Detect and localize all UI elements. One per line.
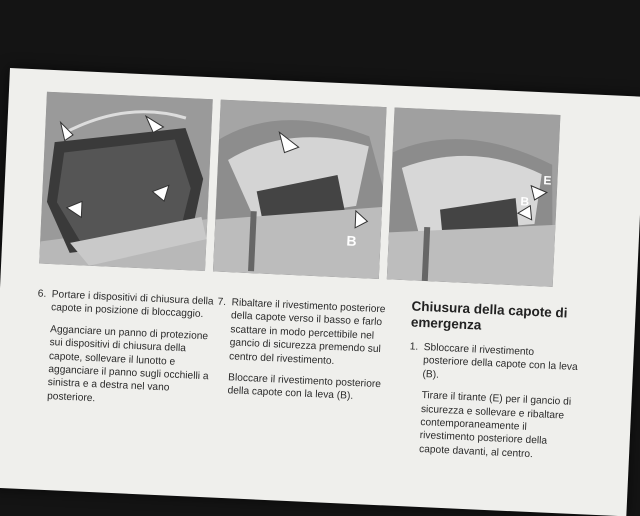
column-step-7 <box>217 296 402 413</box>
column-step-6 <box>37 288 219 419</box>
step-6-detail: Agganciare un panno di protezione sui dispositivi di chiusura della capote, sollevare il lunotto e agganciare il panno sugli occhielli a sinistra e a destra nel vano posteriore. <box>46 323 209 405</box>
figure-rear-cover-fold <box>213 100 387 279</box>
figure-rear-cover-cloth <box>39 92 213 271</box>
step-7-detail: Bloccare il rivestimento posteriore della capote con la leva (B). <box>227 372 382 403</box>
step-number: 1. <box>409 341 419 353</box>
figure-3-drawing <box>387 107 561 286</box>
figure-2-label-b: B <box>346 232 358 249</box>
step-6-text: Portare i dispositivi di chiusura della capote in posizione di bloccaggio. <box>50 289 214 321</box>
emergency-step-1-detail: Tirare il tirante (E) per il gancio di sicurezza e sollevare e ribaltare contemporaneamente il rivestimento posteriore della capote davanti, al centro. <box>418 390 572 460</box>
step-number: 7. <box>217 296 227 309</box>
figure-1-drawing <box>39 92 213 271</box>
figure-emergency-close <box>387 107 561 286</box>
column-emergency <box>404 298 581 471</box>
figure-2-drawing <box>213 100 387 279</box>
figure-3-label-e: E <box>543 173 552 188</box>
figure-3-label-b: B <box>520 194 530 209</box>
section-heading: Chiusura della capote di emergenza <box>410 298 568 333</box>
manual-page <box>0 68 640 516</box>
step-number: 6. <box>37 288 47 300</box>
step-7-text: Ribaltare il rivestimento posteriore della capote verso il basso e farlo scattare in modo percettibile nel gancio di sicurezza premendo sul centro del rivestimento. <box>228 297 386 367</box>
emergency-step-1-text: Sbloccare il rivestimento posteriore della capote con la leva (B). <box>422 342 578 381</box>
